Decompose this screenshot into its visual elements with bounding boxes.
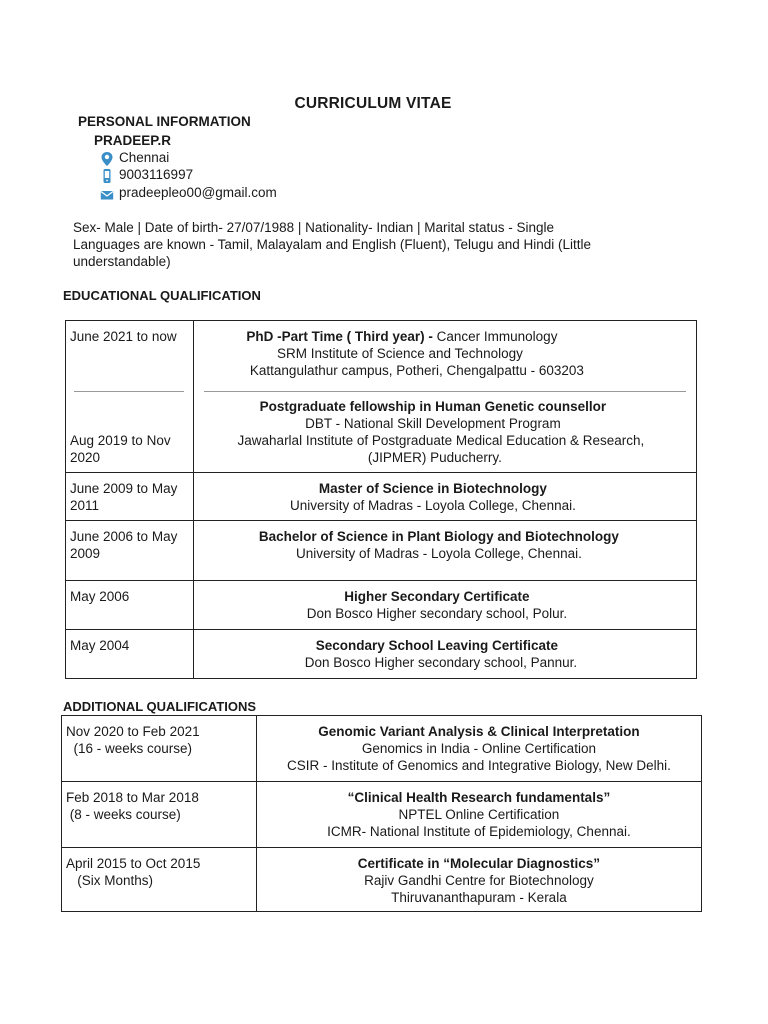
cell-divider: [74, 391, 184, 392]
course-duration: (Six Months): [66, 873, 154, 888]
course-provider: NPTEL Online Certification: [398, 807, 560, 822]
phd-title: PhD -Part Time ( Third year) - Cancer Immunology: [246, 329, 558, 344]
degree-institution: Don Bosco Higher secondary school, Polur.: [306, 606, 568, 621]
additional-row: [62, 848, 702, 912]
education-period: 2011: [70, 498, 100, 513]
course-duration: (8 - weeks course): [66, 807, 181, 822]
course-period: April 2015 to Oct 2015: [66, 856, 201, 871]
fellowship-title: Postgraduate fellowship in Human Genetic counsellor: [259, 399, 607, 414]
document-title: CURRICULUM VITAE: [294, 95, 452, 112]
languages-line-2: understandable): [73, 254, 171, 269]
location-pin-icon: [100, 151, 114, 167]
degree-title: Secondary School Leaving Certificate: [315, 638, 559, 653]
fellowship-program: DBT - National Skill Development Program: [305, 416, 561, 431]
education-heading: EDUCATIONAL QUALIFICATION: [63, 288, 261, 303]
languages-line-1: Languages are known - Tamil, Malayalam and English (Fluent), Telugu and Hindi (Little: [73, 237, 592, 252]
cell-divider: [204, 391, 686, 392]
degree-title: Master of Science in Biotechnology: [318, 481, 547, 496]
education-period: June 2006 to May: [70, 529, 178, 544]
additional-row: [62, 716, 702, 782]
course-title: Genomic Variant Analysis & Clinical Interpretation: [318, 724, 640, 739]
education-row-phd-fellowship: [66, 321, 697, 473]
phd-institution: SRM Institute of Science and Technology: [276, 346, 523, 361]
education-period: May 2004: [70, 638, 130, 653]
fellowship-entry: [194, 398, 696, 466]
course-period: Nov 2020 to Feb 2021: [66, 724, 200, 739]
education-row: [66, 521, 697, 581]
degree-institution: University of Madras - Loyola College, Chennai.: [289, 498, 576, 513]
education-period: 2020: [70, 450, 101, 465]
email-icon: [100, 186, 114, 202]
phd-entry: [194, 328, 696, 379]
degree-title: Bachelor of Science in Plant Biology and Biotechnology: [258, 529, 619, 544]
course-period: Feb 2018 to Mar 2018: [66, 790, 199, 805]
course-provider: Rajiv Gandhi Centre for Biotechnology: [364, 873, 594, 888]
course-duration: (16 - weeks course): [66, 741, 193, 756]
course-location: Thiruvananthapuram - Kerala: [391, 890, 567, 905]
education-row: [66, 581, 697, 630]
education-period: June 2009 to May: [70, 481, 178, 496]
contact-phone-number: 9003116997: [119, 167, 194, 182]
education-period: 2009: [70, 546, 101, 561]
additional-heading: ADDITIONAL QUALIFICATIONS: [63, 699, 257, 714]
education-table: [65, 320, 697, 679]
course-title: “Clinical Health Research fundamentals”: [347, 790, 611, 805]
fellowship-institution: Jawaharlal Institute of Postgraduate Medical Education & Research,: [237, 433, 645, 448]
additional-row: [62, 782, 702, 848]
phone-icon: [100, 168, 114, 184]
contact-city: Chennai: [119, 150, 170, 165]
course-institution: CSIR - Institute of Genomics and Integrative Biology, New Delhi.: [286, 758, 671, 773]
additional-table: [61, 715, 702, 912]
phd-campus: Kattangulathur campus, Potheri, Chengalpattu - 603203: [249, 363, 584, 378]
degree-institution: Don Bosco Higher secondary school, Pannur.: [304, 655, 578, 670]
course-provider: Genomics in India - Online Certification: [361, 741, 596, 756]
education-row: [66, 473, 697, 521]
course-institution: ICMR- National Institute of Epidemiology, Chennai.: [327, 824, 631, 839]
personal-info-heading: PERSONAL INFORMATION: [78, 114, 251, 129]
person-name: PRADEEP.R: [94, 133, 172, 148]
course-title: Certificate in “Molecular Diagnostics”: [357, 856, 601, 871]
degree-title: Higher Secondary Certificate: [344, 589, 530, 604]
education-period: May 2006: [70, 589, 130, 604]
education-period: June 2021 to now: [70, 329, 177, 344]
education-row: [66, 630, 697, 679]
fellowship-location: (JIPMER) Puducherry.: [367, 450, 502, 465]
education-period: Aug 2019 to Nov: [70, 433, 171, 448]
degree-institution: University of Madras - Loyola College, Chennai.: [295, 546, 582, 561]
contact-email-address[interactable]: pradeepleo00@gmail.com: [119, 185, 277, 200]
personal-details: Sex- Male | Date of birth- 27/07/1988 | Nationality- Indian | Marital status - Single: [73, 220, 555, 235]
